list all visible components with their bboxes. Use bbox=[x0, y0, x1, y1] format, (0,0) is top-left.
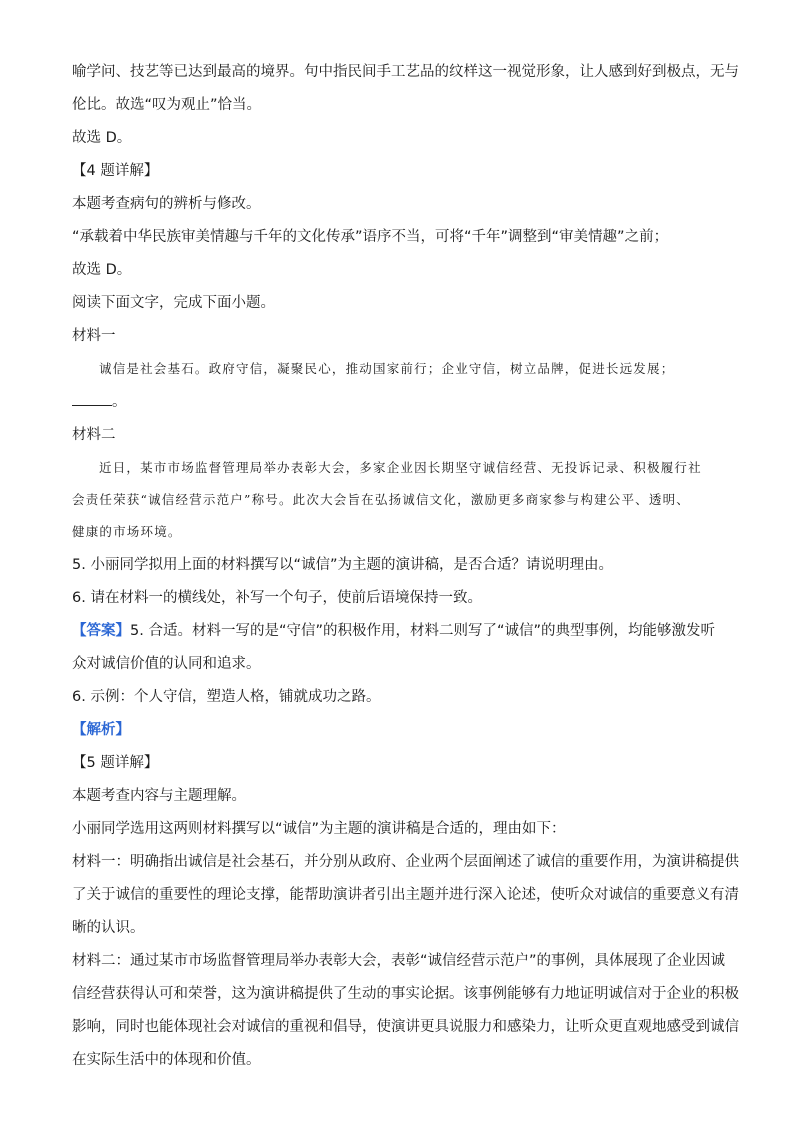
text-line: 故选 D。 bbox=[72, 262, 132, 278]
text-line: 本题考查病句的辨析与修改。 bbox=[72, 196, 261, 212]
answer-blank bbox=[72, 393, 112, 406]
answer-tag: 【答案】 bbox=[72, 623, 130, 639]
fill-blank-line bbox=[72, 392, 726, 412]
analysis-tag: 【解析】 bbox=[72, 722, 130, 738]
text-line: 众对诚信价值的认同和追求。 bbox=[72, 656, 261, 672]
text-line: 材料二：通过某市市场监督管理局举办表彰大会，表彰“诚信经营示范户”的事例，具体展现了企业因诚 bbox=[72, 953, 726, 969]
material-text: 诚信是社会基石。政府守信，凝聚民心，推动国家前行；企业守信，树立品牌，促进长远发展； bbox=[99, 361, 675, 376]
material-text: 健康的市场环境。 bbox=[72, 524, 182, 539]
text-line: 晰的认识。 bbox=[72, 920, 145, 936]
text-line: 本题考查内容与主题理解。 bbox=[72, 788, 246, 804]
material-title: 材料一 bbox=[72, 328, 116, 344]
text-line: 小丽同学选用这两则材料撰写以“诚信”为主题的演讲稿是合适的，理由如下： bbox=[72, 821, 566, 837]
material-text: 会责任荣获“诚信经营示范户”称号。此次大会旨在弘扬诚信文化，激励更多商家参与构建公平、透明、 bbox=[72, 492, 690, 507]
text-line: 伦比。故选“叹为观止”恰当。 bbox=[72, 97, 262, 113]
answer-line bbox=[72, 621, 726, 641]
text-line: 信经营获得认可和荣誉，这为演讲稿提供了生动的事实论据。该事例能够有力地证明诚信对于企业的积极 bbox=[72, 986, 739, 1002]
text-line: 材料一：明确指出诚信是社会基石，并分别从政府、企业两个层面阐述了诚信的重要作用，为演讲稿提供 bbox=[72, 854, 739, 870]
question-6: 6. 请在材料一的横线处，补写一个句子，使前后语境保持一致。 bbox=[72, 590, 482, 606]
text-line: 故选 D。 bbox=[72, 130, 132, 146]
text-line: 了关于诚信的重要性的理论支撑，能帮助演讲者引出主题并进行深入论述，使听众对诚信的重要意义有清 bbox=[72, 887, 739, 903]
text-line: 6. 示例：个人守信，塑造人格，铺就成功之路。 bbox=[72, 689, 381, 705]
section-heading: 【4 题详解】 bbox=[72, 163, 159, 179]
question-5: 5. 小丽同学拟用上面的材料撰写以“诚信”为主题的演讲稿，是否合适？请说明理由。 bbox=[72, 557, 613, 573]
text-fragment: 5. 合适。材料一写的是“守信”的积极作用，材料二则写了“诚信”的典型事例，均能够激发听 bbox=[130, 623, 715, 639]
text-fragment: 。 bbox=[112, 394, 127, 410]
text-line: 阅读下面文字，完成下面小题。 bbox=[72, 295, 275, 311]
text-line: 影响，同时也能体现社会对诚信的重视和倡导，使演讲更具说服力和感染力，让听众更直观地感受到诚信 bbox=[72, 1019, 739, 1035]
text-line: “承载着中华民族审美情趣与千年的文化传承”语序不当，可将“千年”调整到“审美情趣”之前； bbox=[72, 229, 669, 245]
material-title: 材料二 bbox=[72, 427, 116, 443]
document-page bbox=[72, 62, 739, 1070]
section-heading: 【5 题详解】 bbox=[72, 755, 159, 771]
material-text: 近日，某市市场监督管理局举办表彰大会，多家企业因长期坚守诚信经营、无投诉记录、积极履行社 bbox=[99, 460, 702, 475]
text-line: 在实际生活中的体现和价值。 bbox=[72, 1052, 261, 1068]
text-line: 喻学问、技艺等已达到最高的境界。句中指民间手工艺品的纹样这一视觉形象，让人感到好到极点，无与 bbox=[72, 64, 739, 80]
